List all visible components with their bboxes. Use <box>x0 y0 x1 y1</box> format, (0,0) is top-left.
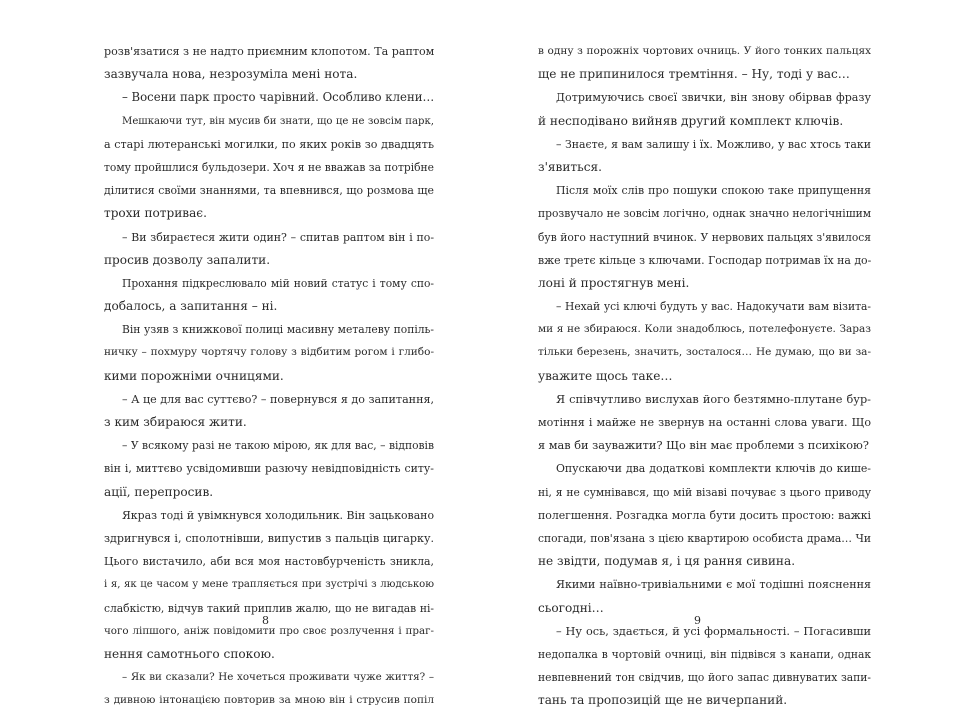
text-line: сьогодні… <box>538 600 604 615</box>
text-line: ми я не збираюся. Коли знадоблюсь, потелефонуєте. Зараз <box>538 323 871 336</box>
text-line: був його наступний вчинок. У нервових пальцях з'явилося <box>538 230 871 244</box>
text-line: нення самотнього спокою. <box>104 646 275 661</box>
text-line: вже третє кільце з ключами. Господар потримав їх на до- <box>538 253 871 267</box>
text-line: Прохання підкреслювало мій новий статус і тому спо- <box>122 276 434 290</box>
text-line: і я, як це часом у мене трапляється при зустрічі з людською <box>104 579 434 591</box>
text-line: ще не припинилося тремтіння. – Ну, тоді у вас… <box>538 67 850 82</box>
text-line: – А це для вас суттєво? – повернувся я до запитання, <box>122 392 434 406</box>
right-page-text <box>538 40 871 712</box>
text-line: прозвучало не зовсім логічно, однак значно нелогічнішим <box>538 207 871 221</box>
text-line: Якраз тоді й увімкнувся холодильник. Він зацьковано <box>122 508 434 522</box>
text-line: – Ви збираєтеся жити один? – спитав раптом він і по- <box>122 230 434 244</box>
text-line: розв'язатися з не надто приємним клопотом. Та раптом <box>104 45 434 58</box>
text-line: – Нехай усі ключі будуть у вас. Надокучати вам візита- <box>556 300 871 314</box>
text-line: тань та пропозицій ще не вичерпаний. <box>538 693 788 708</box>
text-line: – Як ви сказали? Не хочеться проживати чуже життя? – <box>122 671 434 684</box>
text-line: слабкістю, відчув такий приплив жалю, що не вигадав ні- <box>104 601 434 615</box>
text-line: він і, миттєво усвідомивши разючу невідповідність ситу- <box>104 462 434 476</box>
page-number-right: 9 <box>694 614 701 627</box>
text-line: лоні й простягнув мені. <box>538 275 690 290</box>
text-line: з дивною інтонацією повторив за мною він і струсив попіл <box>104 694 434 707</box>
text-line: зазвучала нова, незрозуміла мені нота. <box>104 67 358 82</box>
text-line: спогади, пов'язана з цією квартирою особиста драма… Чи <box>538 531 871 545</box>
text-line: ділитися своїми знаннями, та впевнився, що розмова ще <box>104 184 434 198</box>
text-line: Якими наївно-тривіальними є мої тодішні пояснення <box>556 578 871 592</box>
text-line: Цього вистачило, аби вся моя настовбурченість зникла, <box>104 555 434 569</box>
text-line: здригнувся і, сполотнівши, випустив з пальців цигарку. <box>104 531 434 545</box>
text-line: з'явиться. <box>538 159 602 174</box>
text-line: в одну з порожніх чортових очниць. У його тонких пальцях <box>538 45 871 57</box>
text-line: полегшення. Розгадка могла бути досить простою: важкі <box>538 508 871 522</box>
text-line: чого ліпшого, аніж повідомити про своє розлучення і праг- <box>104 624 434 637</box>
text-line: я мав би зауважити? Що він має проблеми з психікою? <box>538 439 869 453</box>
text-line: недопалка в чортовій очниці, він підвівся з канапи, однак <box>538 647 871 661</box>
text-line: тільки березень, значить, зосталося… Не думаю, що ви за- <box>538 346 871 359</box>
text-line: Мешкаючи тут, він мусив би знати, що це не зовсім парк, <box>122 115 434 127</box>
page-number-left: 8 <box>262 614 269 627</box>
text-line: Я співчутливо вислухав його безтямно-плутане бур- <box>556 392 871 406</box>
text-line: з ким збираюся жити. <box>104 415 247 429</box>
text-line: ації, перепросив. <box>104 484 214 499</box>
text-line: й несподівано вийняв другий комплект ключів. <box>538 113 844 128</box>
text-line: – Восени парк просто чарівний. Особливо клени… <box>122 90 434 105</box>
text-line: ні, я не сумнівався, що мій візаві почуває з цього приводу <box>538 485 871 499</box>
text-line: невпевнений тон свідчив, що його запас дивнуватих запи- <box>538 671 871 685</box>
text-line: кими порожніми очницями. <box>104 368 284 383</box>
text-line: Після моїх слів про пошуки спокою таке припущення <box>556 184 871 198</box>
text-line: добалось, а запитання – ні. <box>104 299 278 314</box>
text-line: а старі лютеранські могилки, по яких років зо двадцять <box>104 137 434 151</box>
text-line: тому пройшлися бульдозери. Хоч я не вважав за потрібне <box>104 160 434 174</box>
left-page-text <box>104 40 434 712</box>
text-line: просив дозволу запалити. <box>104 252 271 267</box>
text-line: не звідти, подумав я, і ця рання сивина. <box>538 554 796 569</box>
text-line: ничку – похмуру чортячу голову з відбитим рогом і глибо- <box>104 346 434 359</box>
text-line: – У всякому разі не такою мірою, як для вас, – відповів <box>122 439 434 453</box>
text-line: Опускаючи два додаткові комплекти ключів до кише- <box>556 462 871 476</box>
text-line: трохи потриває. <box>104 206 207 221</box>
text-line: – Знаєте, я вам залишу і їх. Можливо, у вас хтось таки <box>556 137 871 151</box>
text-line: Дотримуючись своєї звички, він знову обірвав фразу <box>556 91 871 105</box>
text-line: – Ну ось, здається, й усі формальності. – Погасивши <box>556 624 871 638</box>
text-line: уважите щось таке… <box>538 368 673 383</box>
text-line: мотіння і майже не звернув на останні слова уваги. Що <box>538 416 871 429</box>
text-line: Він узяв з книжкової полиці масивну металеву попіль- <box>122 323 434 337</box>
